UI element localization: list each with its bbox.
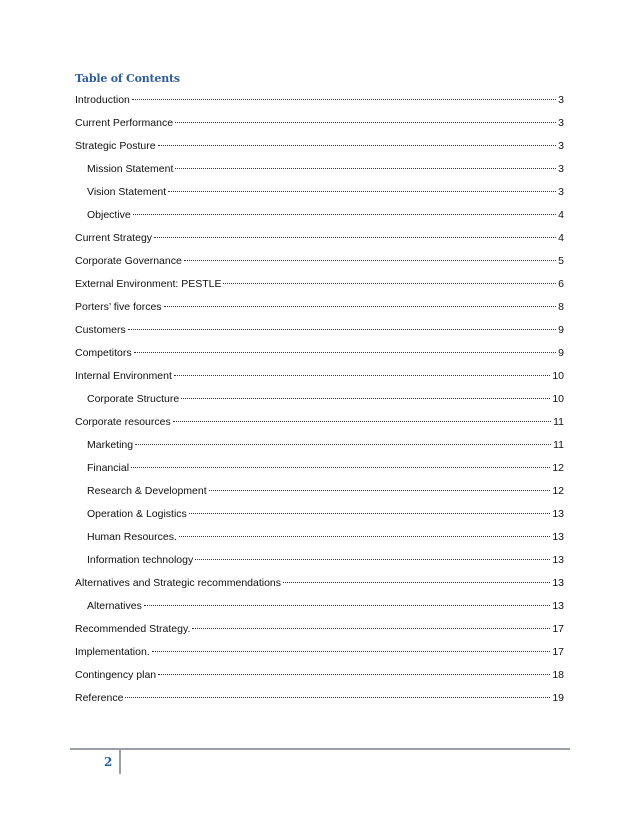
toc-entry-page: 12	[552, 462, 564, 474]
toc-dot-leader	[135, 444, 551, 445]
toc-dot-leader	[125, 697, 550, 698]
toc-entry-label: Internal Environment	[75, 370, 172, 382]
toc-entry[interactable]	[75, 365, 564, 388]
toc-entry[interactable]	[75, 434, 564, 457]
toc-entry-label: Porters’ five forces	[75, 301, 162, 313]
toc-entry-label: Mission Statement	[87, 163, 174, 175]
toc-entry-page: 9	[558, 347, 564, 359]
toc-dot-leader	[144, 605, 550, 606]
toc-title: Table of Contents	[75, 72, 180, 85]
toc-dot-leader	[192, 628, 550, 629]
toc-entry[interactable]	[75, 687, 564, 710]
toc-dot-leader	[133, 214, 556, 215]
toc-entry-page: 3	[558, 163, 564, 175]
toc-entry-page: 11	[553, 416, 564, 428]
toc-dot-leader	[152, 651, 551, 652]
toc-entry-page: 3	[558, 94, 564, 106]
toc-entry[interactable]	[75, 135, 564, 158]
toc-entry[interactable]	[75, 273, 564, 296]
footer-divider	[119, 750, 121, 774]
toc-dot-leader	[174, 375, 550, 376]
toc-dot-leader	[128, 329, 556, 330]
toc-dot-leader	[283, 582, 550, 583]
toc-dot-leader	[164, 306, 557, 307]
toc-entry-label: Introduction	[75, 94, 130, 106]
toc-entry-label: Corporate resources	[75, 416, 171, 428]
toc-entry-label: Objective	[87, 209, 131, 221]
toc-entry[interactable]	[75, 411, 564, 434]
toc-entry[interactable]	[75, 388, 564, 411]
toc-entry[interactable]	[75, 618, 564, 641]
toc-entry-page: 12	[552, 485, 564, 497]
toc-entry[interactable]	[75, 457, 564, 480]
toc-entry[interactable]	[75, 319, 564, 342]
toc-entry-label: Corporate Governance	[75, 255, 182, 267]
toc-entry-label: Reference	[75, 692, 124, 704]
toc-entry-page: 3	[558, 117, 564, 129]
toc-entry-page: 13	[552, 577, 564, 589]
toc-entry-page: 4	[558, 209, 564, 221]
toc-dot-leader	[175, 168, 556, 169]
toc-dot-leader	[195, 559, 550, 560]
toc-entry-page: 10	[552, 370, 564, 382]
toc-entry-page: 13	[552, 600, 564, 612]
toc-entry[interactable]	[75, 89, 564, 112]
toc-entry[interactable]	[75, 227, 564, 250]
toc-entry-label: Vision Statement	[87, 186, 167, 198]
toc-entry-label: Current Performance	[75, 117, 174, 129]
toc-entry-label: Corporate Structure	[87, 393, 180, 405]
toc-dot-leader	[223, 283, 556, 284]
toc-entry-page: 4	[558, 232, 564, 244]
toc-entry-label: Competitors	[75, 347, 132, 359]
toc-entry[interactable]	[75, 296, 564, 319]
toc-entry-page: 6	[558, 278, 564, 290]
toc-entry-page: 11	[553, 439, 564, 451]
toc-entry[interactable]	[75, 112, 564, 135]
toc-dot-leader	[173, 421, 551, 422]
toc-dot-leader	[181, 398, 550, 399]
toc-entry[interactable]	[75, 480, 564, 503]
toc-entry-label: External Environment: PESTLE	[75, 278, 222, 290]
toc-entry-page: 13	[552, 554, 564, 566]
toc-entry[interactable]	[75, 641, 564, 664]
toc-dot-leader	[209, 490, 551, 491]
toc-entry-page: 19	[552, 692, 564, 704]
toc-entry[interactable]	[75, 342, 564, 365]
toc-entry-page: 5	[558, 255, 564, 267]
toc-dot-leader	[154, 237, 556, 238]
toc-entry-page: 3	[558, 186, 564, 198]
toc-entry-label: Operation & Logistics	[87, 508, 187, 520]
toc-dot-leader	[189, 513, 551, 514]
footer-rule	[70, 748, 570, 750]
toc-entry-label: Alternatives and Strategic recommendations	[75, 577, 282, 589]
toc-entry-page: 13	[552, 508, 564, 520]
toc-dot-leader	[131, 467, 550, 468]
table-of-contents	[75, 89, 564, 710]
toc-dot-leader	[134, 352, 557, 353]
toc-entry[interactable]	[75, 549, 564, 572]
toc-entry-page: 9	[558, 324, 564, 336]
toc-entry-label: Alternatives	[87, 600, 142, 612]
toc-dot-leader	[158, 674, 550, 675]
toc-entry-page: 10	[552, 393, 564, 405]
toc-entry[interactable]	[75, 503, 564, 526]
toc-entry-page: 17	[552, 646, 564, 658]
toc-entry[interactable]	[75, 595, 564, 618]
toc-entry[interactable]	[75, 572, 564, 595]
toc-entry-label: Recommended Strategy.	[75, 623, 191, 635]
toc-dot-leader	[184, 260, 556, 261]
page-number: 2	[104, 755, 113, 769]
toc-entry-page: 17	[552, 623, 564, 635]
toc-entry-page: 13	[552, 531, 564, 543]
toc-entry[interactable]	[75, 526, 564, 549]
toc-entry-label: Information technology	[87, 554, 194, 566]
toc-entry-label: Implementation.	[75, 646, 150, 658]
toc-entry-label: Current Strategy	[75, 232, 153, 244]
toc-entry-label: Human Resources.	[87, 531, 177, 543]
toc-entry-label: Customers	[75, 324, 126, 336]
toc-entry[interactable]	[75, 181, 564, 204]
toc-entry[interactable]	[75, 250, 564, 273]
toc-entry[interactable]	[75, 664, 564, 687]
toc-dot-leader	[158, 145, 557, 146]
toc-dot-leader	[168, 191, 556, 192]
toc-entry-page: 8	[558, 301, 564, 313]
toc-entry-label: Financial	[87, 462, 130, 474]
toc-entry-page: 3	[558, 140, 564, 152]
toc-entry[interactable]	[75, 158, 564, 181]
toc-entry-label: Marketing	[87, 439, 134, 451]
toc-dot-leader	[132, 99, 556, 100]
toc-entry[interactable]	[75, 204, 564, 227]
toc-entry-label: Strategic Posture	[75, 140, 156, 152]
toc-dot-leader	[175, 122, 556, 123]
toc-entry-label: Research & Development	[87, 485, 207, 497]
toc-entry-label: Contingency plan	[75, 669, 157, 681]
toc-entry-page: 18	[552, 669, 564, 681]
toc-dot-leader	[179, 536, 550, 537]
